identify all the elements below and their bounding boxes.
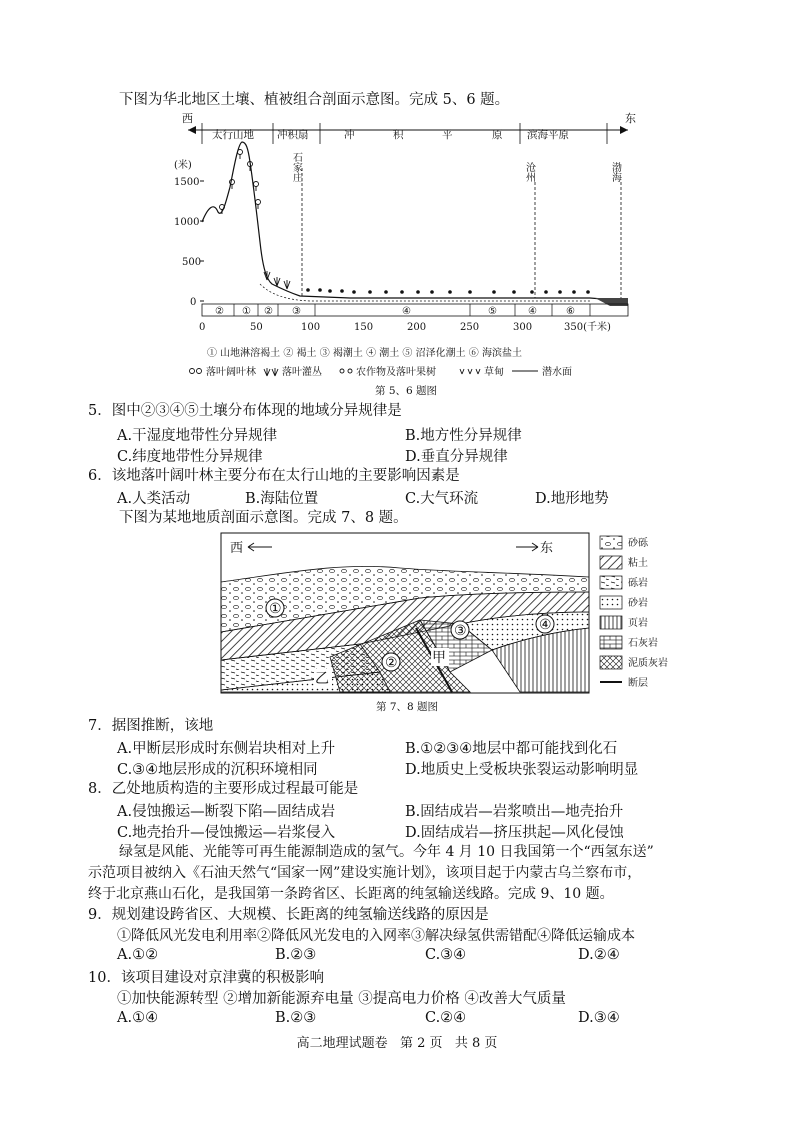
y-tick-1500: 1500 xyxy=(174,177,200,188)
soil-num-6: ⑤ xyxy=(488,306,497,317)
place-cangzhou: 沧州 xyxy=(523,162,535,182)
q7-option-d[interactable]: D.地质史上受板块张裂运动影响明显 xyxy=(405,762,639,778)
vegetation-symbols xyxy=(220,150,291,290)
q5-stem: 5．图中②③④⑤土壤分布体现的地域分异规律是 xyxy=(88,403,402,419)
east-arrow-icon xyxy=(620,126,628,134)
soil-vegetation-profile-figure xyxy=(170,112,640,402)
q10-option-b[interactable]: B.②③ xyxy=(275,1010,317,1026)
legend-marl: 泥质灰岩 xyxy=(628,658,668,669)
veg-legend-forest: 落叶阔叶林 xyxy=(206,367,256,378)
q10-stem: 10．该项目建设对京津冀的积极影响 xyxy=(88,970,324,986)
legend-gravel: 砂砾 xyxy=(628,538,648,549)
fig1-west-label: 西 xyxy=(182,112,193,125)
q8-option-a[interactable]: A.侵蚀搬运—断裂下陷—固结成岩 xyxy=(117,804,336,820)
region-plain-2: 积 xyxy=(393,129,404,141)
geological-profile-figure xyxy=(220,532,682,714)
q8-option-b[interactable]: B.固结成岩—岩浆喷出—地壳抬升 xyxy=(405,804,624,820)
fig2-west-label: 西 xyxy=(230,541,244,556)
fig2-label-4: ④ xyxy=(539,617,552,633)
q9-stem: 9．规划建设跨省区、大规模、长距离的纯氢输送线路的原因是 xyxy=(88,907,489,923)
fig2-label-3: ③ xyxy=(454,623,467,639)
q7-option-b[interactable]: B.①②③④地层中都可能找到化石 xyxy=(405,741,618,757)
x-tick-350: 350(千米) xyxy=(564,322,611,333)
q10-option-c[interactable]: C.②④ xyxy=(425,1010,467,1026)
region-plain-3: 平 xyxy=(442,129,453,141)
fig2-label-yi: 乙 xyxy=(315,671,329,687)
sea-wedge xyxy=(595,298,628,306)
passage-line-2: 示范项目被纳入《石油天然气“国家一网”建设实施计划》，该项目起于内蒙古乌兰察布市， xyxy=(88,865,642,881)
intro-7-8: 下图为某地地质剖面示意图。完成 7、8 题。 xyxy=(119,510,408,526)
place-shijiazhuang: 石家庄 xyxy=(290,152,302,182)
veg-legend-watertable: 潜水面 xyxy=(542,367,572,378)
region-plain-1: 冲 xyxy=(344,129,355,141)
x-tick-0: 0 xyxy=(199,322,206,333)
soil-num-8: ⑥ xyxy=(566,306,575,317)
q7-stem: 7．据图推断，该地 xyxy=(88,718,214,734)
q8-option-c[interactable]: C.地壳抬升—侵蚀搬运—岩浆侵入 xyxy=(117,825,336,841)
legend-limestone: 石灰岩 xyxy=(628,638,658,649)
y-tick-1000: 1000 xyxy=(174,217,200,228)
passage-line-3: 终于北京燕山石化，是我国第一条跨省区、长距离的纯氢输送线路。完成 9、10 题。 xyxy=(88,886,614,902)
legend-conglomerate: 砾岩 xyxy=(628,578,648,589)
q5-option-a[interactable]: A.干湿度地带性分异规律 xyxy=(117,428,278,444)
q9-option-a[interactable]: A.①② xyxy=(117,947,159,963)
q9-option-c[interactable]: C.③④ xyxy=(425,947,467,963)
fig2-label-2: ② xyxy=(385,655,398,671)
x-tick-300: 300 xyxy=(513,322,533,333)
x-tick-50: 50 xyxy=(250,322,263,333)
soil-num-2: ① xyxy=(242,306,251,317)
place-bohai: 渤海 xyxy=(609,162,621,182)
region-alluvial-fan: 冲积扇 xyxy=(277,129,309,141)
fig2-caption: 第 7、8 题图 xyxy=(376,701,439,713)
q8-stem: 8．乙处地质构造的主要形成过程最可能是 xyxy=(88,781,359,797)
q10-option-a[interactable]: A.①④ xyxy=(117,1010,159,1026)
west-arrow-icon xyxy=(188,126,196,134)
fig1-caption: 第 5、6 题图 xyxy=(375,385,438,397)
q6-option-b[interactable]: B.海陆位置 xyxy=(245,491,319,507)
q8-option-d[interactable]: D.固结成岩—挤压拱起—风化侵蚀 xyxy=(405,825,624,841)
soil-num-7: ④ xyxy=(528,306,537,317)
region-coastal-plain: 滨海平原 xyxy=(527,129,569,141)
veg-legend-meadow: 草甸 xyxy=(484,367,504,378)
x-tick-100: 100 xyxy=(301,322,321,333)
q6-stem: 6．该地落叶阔叶林主要分布在太行山地的主要影响因素是 xyxy=(88,468,460,484)
y-unit: (米) xyxy=(174,160,192,171)
q9-option-b[interactable]: B.②③ xyxy=(275,947,317,963)
soil-num-1: ② xyxy=(215,306,224,317)
x-tick-150: 150 xyxy=(354,322,374,333)
q10-items: ①加快能源转型 ②增加新能源弃电量 ③提高电力价格 ④改善大气质量 xyxy=(117,991,566,1007)
region-taihang: 太行山地 xyxy=(212,129,254,141)
q5-option-b[interactable]: B.地方性分异规律 xyxy=(405,428,522,444)
x-tick-250: 250 xyxy=(460,322,480,333)
fig2-label-jia: 甲 xyxy=(432,650,446,666)
q9-option-d[interactable]: D.②④ xyxy=(578,947,620,963)
q10-option-d[interactable]: D.③④ xyxy=(578,1010,620,1026)
soil-num-4: ③ xyxy=(292,306,301,317)
legend-shale: 页岩 xyxy=(628,618,648,629)
page-footer: 高二地理试题卷 第 2 页 共 8 页 xyxy=(296,1036,498,1051)
q5-option-d[interactable]: D.垂直分异规律 xyxy=(405,449,508,465)
q7-option-c[interactable]: C.③④地层形成的沉积环境相同 xyxy=(117,762,318,778)
soil-num-5: ④ xyxy=(402,306,411,317)
soil-legend: ① 山地淋溶褐土 ② 褐土 ③ 褐潮土 ④ 潮土 ⑤ 沼泽化潮土 ⑥ 海滨盐土 xyxy=(207,348,522,359)
legend-fault: 断层 xyxy=(628,678,648,689)
veg-legend-crops: 农作物及落叶果树 xyxy=(356,367,436,378)
crop-symbols xyxy=(306,288,590,294)
q9-items: ①降低风光发电利用率②降低风光发电的入网率③解决绿氢供需错配④降低运输成本 xyxy=(117,928,635,944)
legend-sandstone: 砂岩 xyxy=(628,598,648,609)
y-tick-500: 500 xyxy=(182,257,202,268)
fig1-east-label: 东 xyxy=(625,112,636,125)
q5-option-c[interactable]: C.纬度地带性分异规律 xyxy=(117,449,263,465)
q6-option-d[interactable]: D.地形地势 xyxy=(535,491,609,507)
veg-legend-shrub: 落叶灌丛 xyxy=(282,367,322,378)
passage-line-1: 绿氢是风能、光能等可再生能源制造成的氢气。今年 4 月 10 日我国第一个“西氢东送” xyxy=(119,844,654,860)
fig2-label-1: ① xyxy=(269,601,282,617)
intro-5-6: 下图为华北地区土壤、植被组合剖面示意图。完成 5、6 题。 xyxy=(119,92,510,108)
fig2-east-label: 东 xyxy=(540,541,554,556)
q6-option-c[interactable]: C.大气环流 xyxy=(405,491,479,507)
y-tick-0: 0 xyxy=(190,297,197,308)
soil-num-3: ② xyxy=(264,306,273,317)
q6-option-a[interactable]: A.人类活动 xyxy=(117,491,191,507)
q7-option-a[interactable]: A.甲断层形成时东侧岩块相对上升 xyxy=(117,741,336,757)
region-plain-4: 原 xyxy=(492,129,503,141)
legend-clay: 粘土 xyxy=(628,558,648,569)
x-tick-200: 200 xyxy=(407,322,427,333)
